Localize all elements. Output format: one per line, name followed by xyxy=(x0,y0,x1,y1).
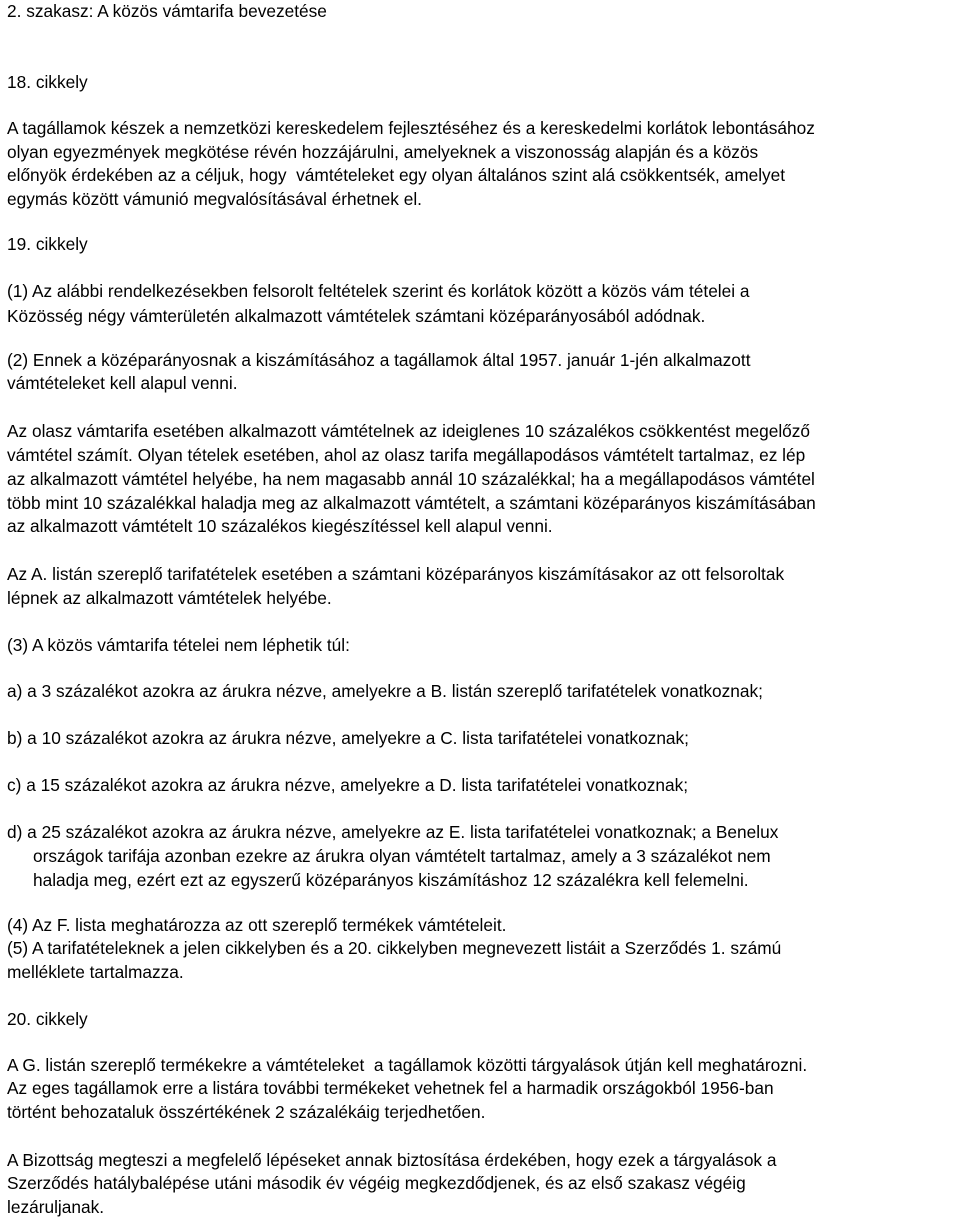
text-line: lezáruljanak. xyxy=(7,1197,105,1217)
article-19-paragraph-3: (3) A közös vámtarifa tételei nem léphetik túl: xyxy=(7,635,350,655)
text-line: Szerződés hatálybalépése utáni második év végéig megkezdődjenek, és az első szakasz végéig xyxy=(7,1173,746,1193)
text-line: történt behozataluk összértékének 2 százalékáig terjedhetően. xyxy=(7,1102,486,1122)
article-heading-18: 18. cikkely xyxy=(7,72,88,92)
article-heading-20: 20. cikkely xyxy=(7,1009,88,1029)
text-line: d) a 25 százalékot azokra az árukra nézve, amelyekre az E. lista tarifatételei vonatkoznak; a Benelux xyxy=(7,822,779,842)
text-line: A Bizottság megteszi a megfelelő lépéseket annak biztosítása érdekében, hogy ezek a tárgyalások a xyxy=(7,1150,777,1170)
text-line: (5) A tarifatételeknek a jelen cikkelyben és a 20. cikkelyben megnevezett listáit a Szerződés 1. számú xyxy=(7,938,782,958)
text-line: A tagállamok készek a nemzetközi kereskedelem fejlesztéséhez és a kereskedelmi korlátok lebontásához xyxy=(7,118,815,138)
text-line: melléklete tartalmazza. xyxy=(7,962,184,982)
text-line: több mint 10 százalékkal haladja meg az alkalmazott vámtételt, a számtani középarányos kiszámításában xyxy=(7,493,816,513)
text-line: egymás között vámunió megvalósításával érhetnek el. xyxy=(7,189,422,209)
text-line: vámtételeket kell alapul venni. xyxy=(7,373,238,393)
list-item-b: b) a 10 százalékot azokra az árukra nézve, amelyekre a C. lista tarifatételei vonatkoznak; xyxy=(7,728,689,748)
article-19-paragraph-4: (4) Az F. lista meghatározza az ott szereplő termékek vámtételeit. xyxy=(7,915,507,935)
text-line: az alkalmazott vámtétel helyébe, ha nem magasabb annál 10 százalékkal; ha a megállapodásos vámtétel xyxy=(7,469,815,489)
text-line: A G. listán szereplő termékekre a vámtételeket a tagállamok közötti tárgyalások útján kell meghatározni. xyxy=(7,1055,808,1075)
text-line: (2) Ennek a középarányosnak a kiszámításához a tagállamok által 1957. január 1-jén alkalmazott xyxy=(7,350,751,370)
text-line: országok tarifája azonban ezekre az árukra olyan vámtételt tartalmaz, amely a 3 százalékot nem xyxy=(33,846,771,866)
text-line: Közösség négy vámterületén alkalmazott vámtételek számtani középarányosából adódnak. xyxy=(7,306,706,326)
text-line: előnyök érdekében az a céljuk, hogy vámtételeket egy olyan általános szint alá csökkentsék, amelyet xyxy=(7,165,786,185)
text-line: haladja meg, ezért ezt az egyszerű középarányos kiszámításhoz 12 százalékra kell felemelni. xyxy=(33,870,749,890)
text-line: vámtétel számít. Olyan tételek esetében, ahol az olasz tarifa megállapodásos vámtételt tartalmaz, ez lép xyxy=(7,445,806,465)
text-line: az alkalmazott vámtételt 10 százalékos kiegészítéssel kell alapul venni. xyxy=(7,516,553,536)
text-line: Az olasz vámtarifa esetében alkalmazott vámtételnek az ideiglenes 10 százalékos csökkentést megelőző xyxy=(7,421,811,441)
text-line: Az A. listán szereplő tarifatételek esetében a számtani középarányos kiszámításakor az ott felsoroltak xyxy=(7,564,785,584)
list-item-c: c) a 15 százalékot azokra az árukra nézve, amelyekre a D. lista tarifatételei vonatkoznak; xyxy=(7,775,689,795)
text-line: olyan egyezmények megkötése révén hozzájárulni, amelyeknek a viszonosság alapján és a közös xyxy=(7,142,759,162)
text-line: lépnek az alkalmazott vámtételek helyébe. xyxy=(7,588,332,608)
list-item-a: a) a 3 százalékot azokra az árukra nézve, amelyekre a B. listán szereplő tarifatételek vonatkoznak; xyxy=(7,681,763,701)
text-line: (1) Az alábbi rendelkezésekben felsorolt feltételek szerint és korlátok között a közös vám tételei a xyxy=(7,281,750,301)
text-line: Az eges tagállamok erre a listára további termékeket vehetnek fel a harmadik országokból 1956-ban xyxy=(7,1078,774,1098)
article-heading-19: 19. cikkely xyxy=(7,234,88,254)
section-title: 2. szakasz: A közös vámtarifa bevezetése xyxy=(7,1,327,21)
